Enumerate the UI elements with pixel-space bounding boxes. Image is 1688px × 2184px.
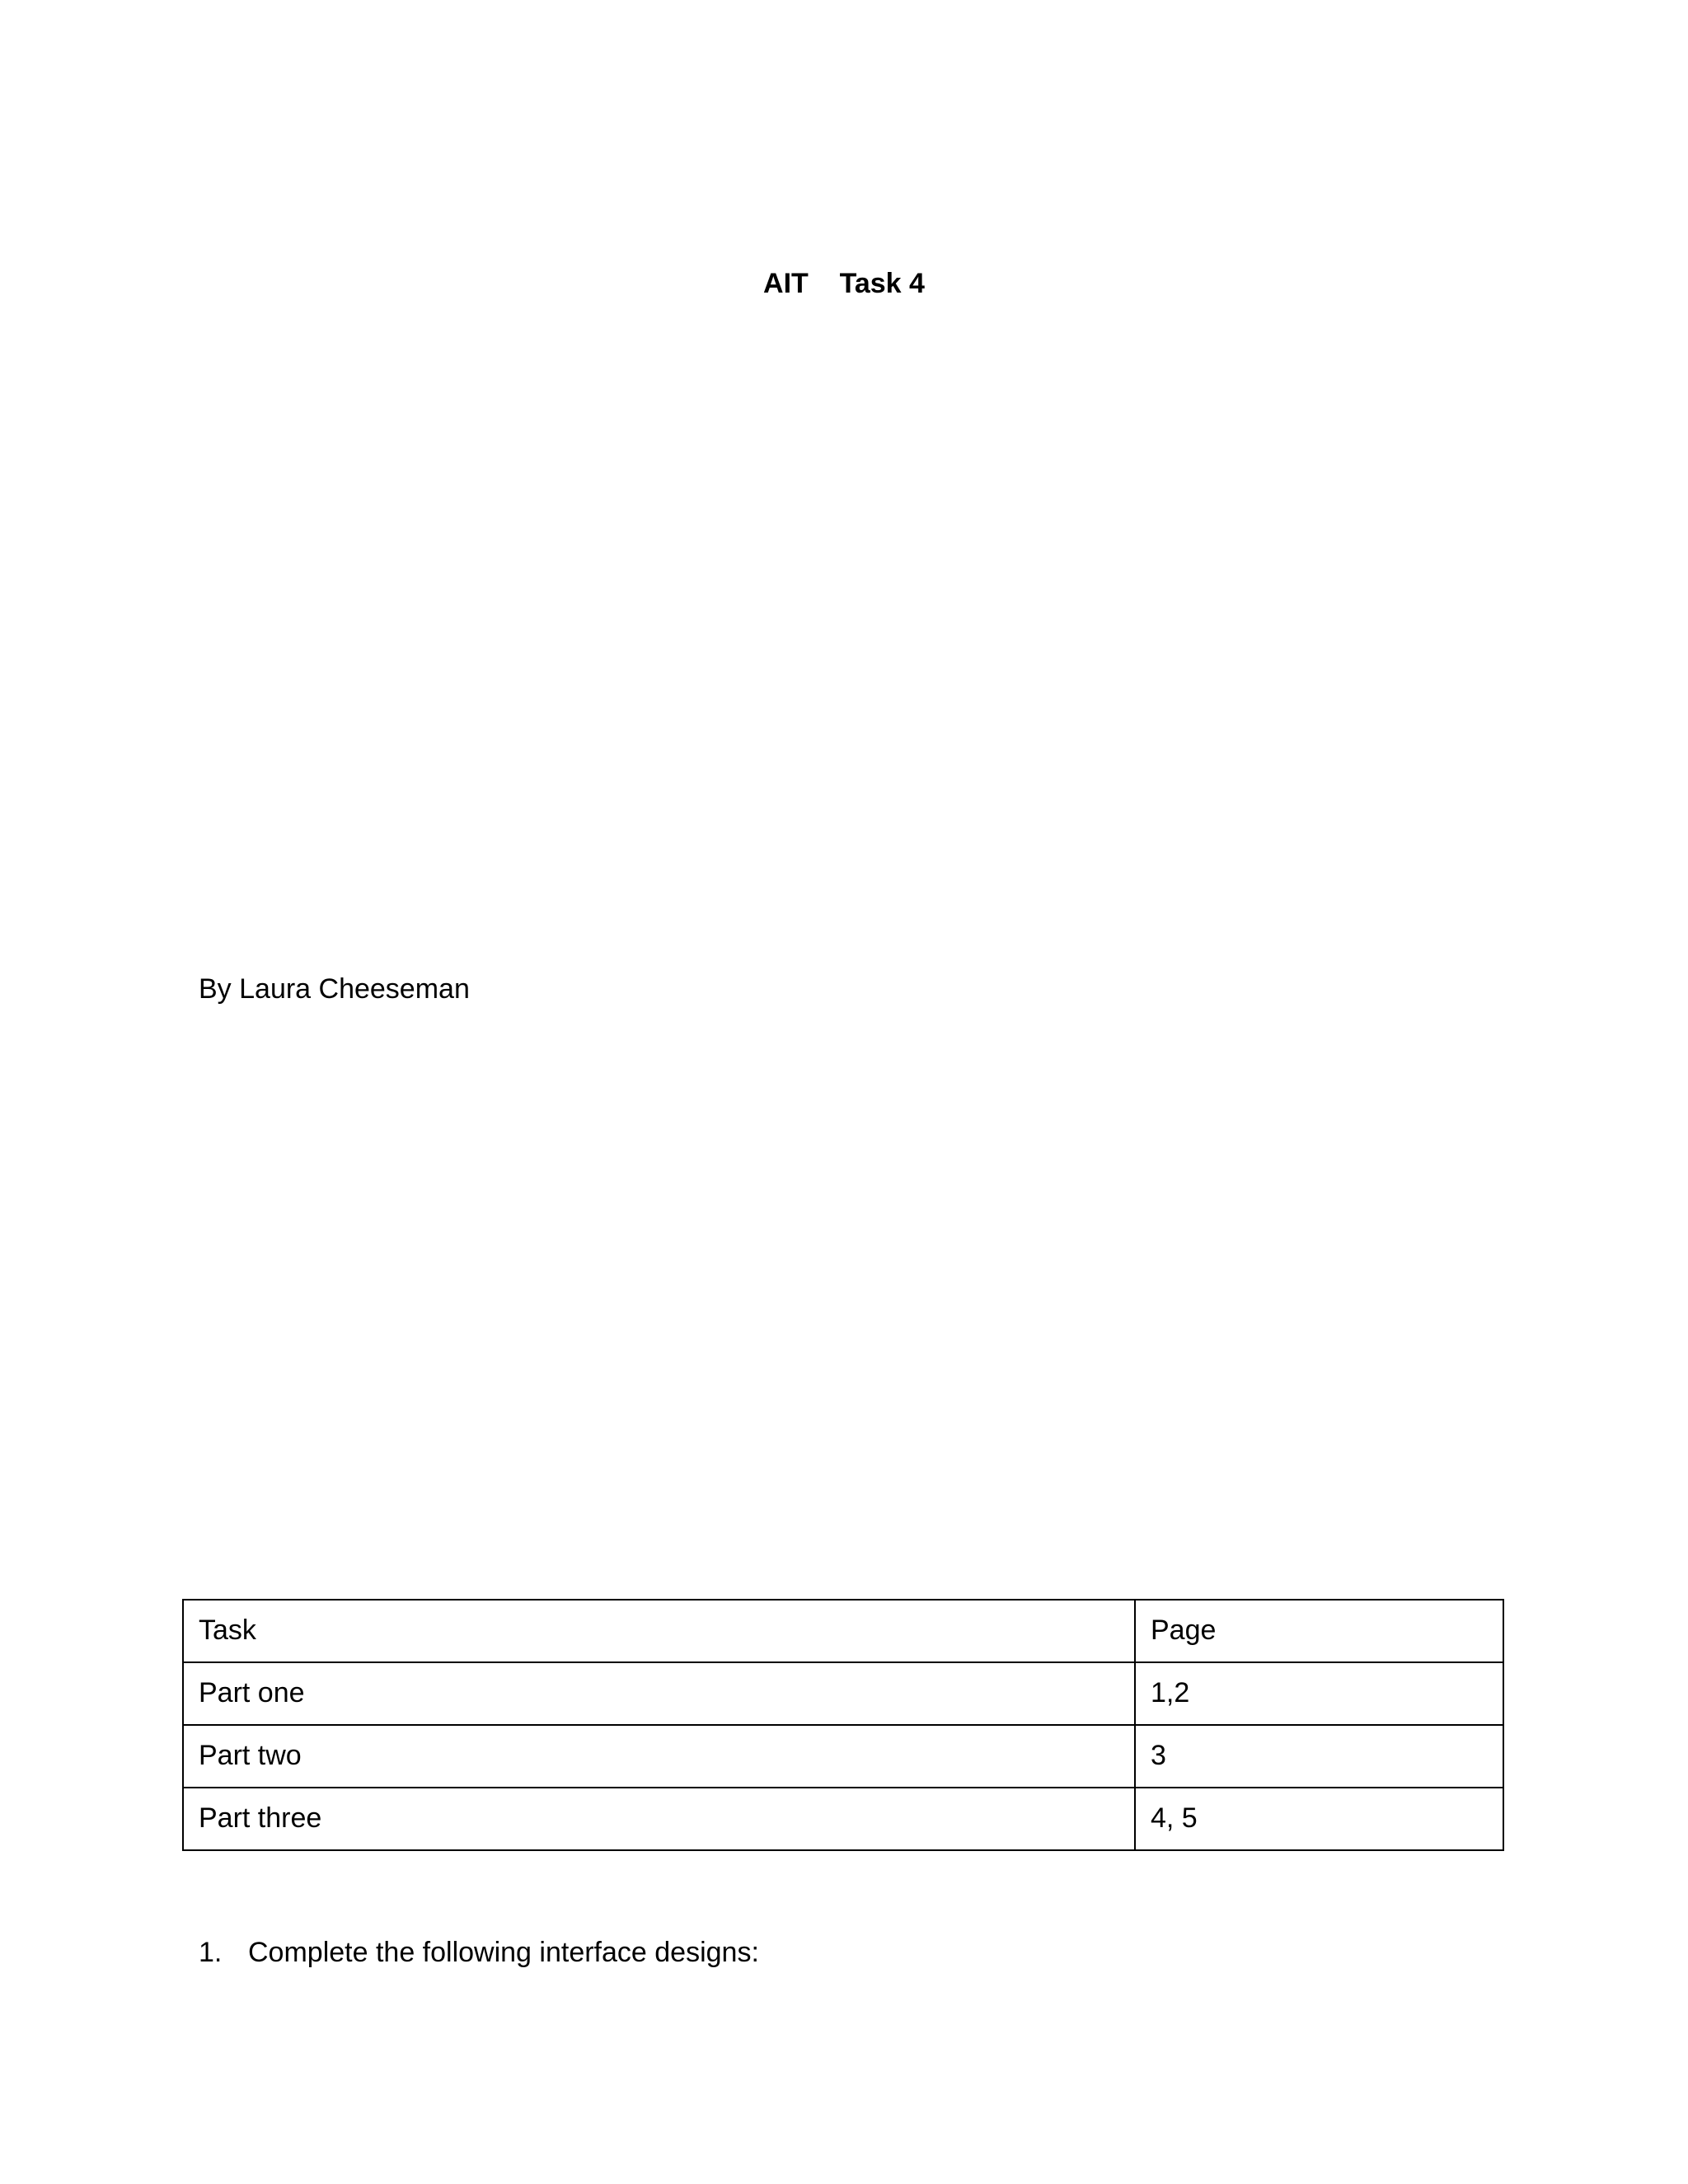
table-row — [183, 1662, 1503, 1725]
header-task: Task — [183, 1600, 1135, 1662]
document-title: AIT Task 4 — [763, 268, 925, 299]
row-task-cell: Part three — [183, 1788, 1135, 1850]
row-page-cell: 1,2 — [1135, 1662, 1503, 1725]
contents-table — [182, 1599, 1504, 1851]
row-task-cell: Part two — [183, 1725, 1135, 1788]
row-task-cell: Part one — [183, 1662, 1135, 1725]
list-text: Complete the following interface designs: — [248, 1937, 759, 1968]
author-line: By Laura Cheeseman — [199, 973, 470, 1005]
list-number: 1. — [199, 1937, 223, 1968]
numbered-list-item — [199, 1934, 759, 1971]
table-row — [183, 1725, 1503, 1788]
table-header-row — [183, 1600, 1503, 1662]
table-row — [183, 1788, 1503, 1850]
row-page-cell: 3 — [1135, 1725, 1503, 1788]
header-page: Page — [1135, 1600, 1503, 1662]
row-page-cell: 4, 5 — [1135, 1788, 1503, 1850]
